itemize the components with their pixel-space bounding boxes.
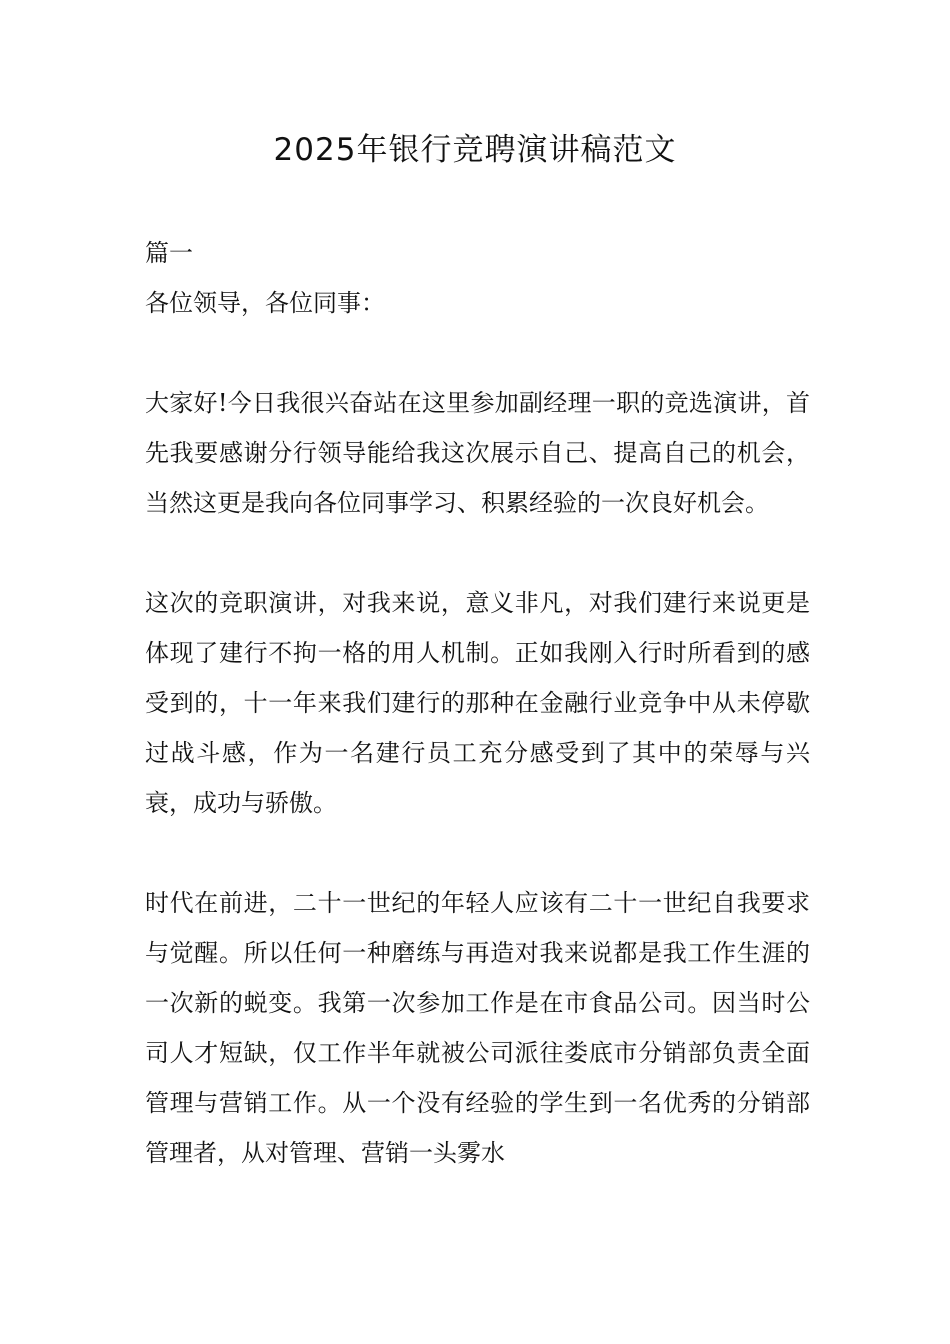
paragraph-1: 大家好!今日我很兴奋站在这里参加副经理一职的竞选演讲，首先我要感谢分行领导能给我这次展示自己、提高自己的机会，当然这更是我向各位同事学习、积累经验的一次良好机会。 [145,389,810,517]
document-body [145,228,810,1178]
paragraph-2: 这次的竞职演讲，对我来说，意义非凡，对我们建行来说更是体现了建行不拘一格的用人机制。正如我刚入行时所看到的感受到的，十一年来我们建行的那种在金融行业竞争中从未停歇过战斗感，作为一名建行员工充分感受到了其中的荣辱与兴衰，成功与骄傲。 [145,589,810,817]
document-title: 2025年银行竞聘演讲稿范文 [273,132,677,168]
salutation: 各位领导，各位同事： [145,289,385,317]
paragraph-3: 时代在前进，二十一世纪的年轻人应该有二十一世纪自我要求与觉醒。所以任何一种磨练与再造对我来说都是我工作生涯的一次新的蜕变。我第一次参加工作是在市食品公司。因当时公司人才短缺，仅工作半年就被公司派往娄底市分销部负责全面管理与营销工作。从一个没有经验的学生到一名优秀的分销部管理者，从对管理、营销一头雾水 [145,889,810,1167]
section-label: 篇一 [145,239,193,267]
